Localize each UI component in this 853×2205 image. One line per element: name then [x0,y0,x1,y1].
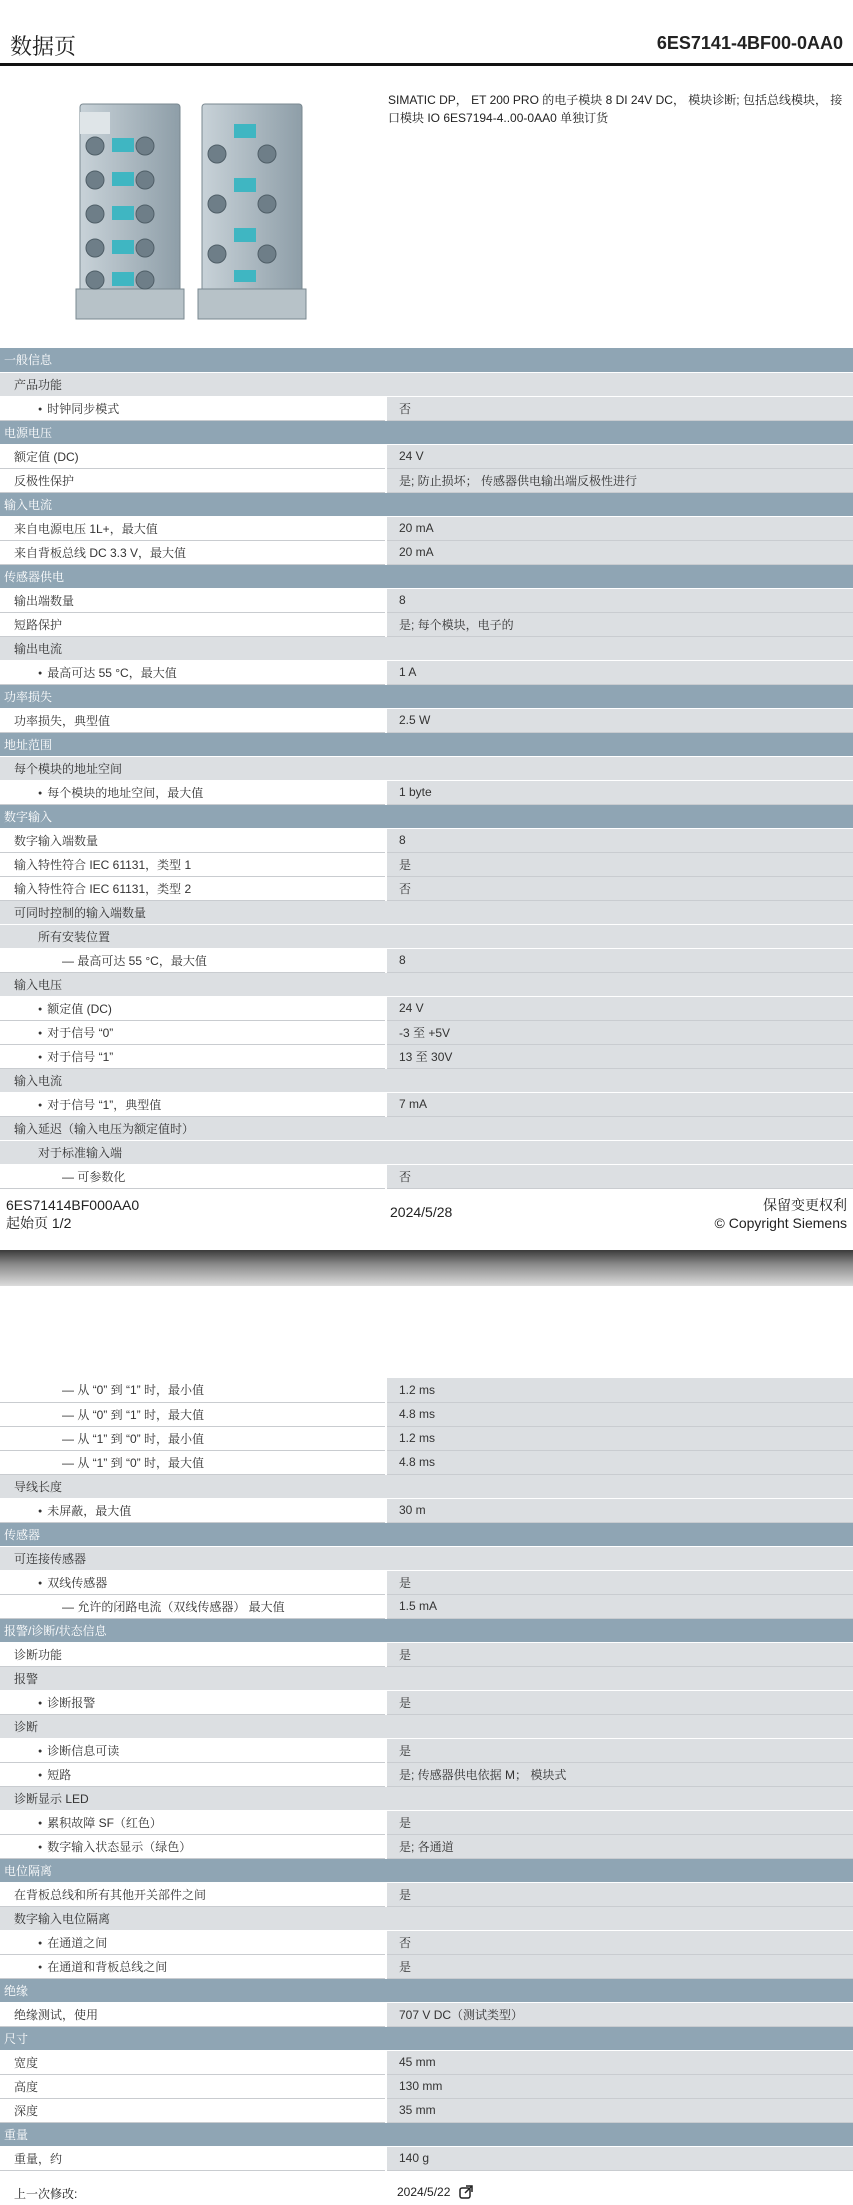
spec-value: 20 mA [386,516,853,540]
footer-copyright: © Copyright Siemens [714,1215,847,1231]
section-title: 数字输入 [0,804,853,828]
page-header [0,0,853,66]
subsection-title: 诊断 [0,1714,853,1738]
section-header [0,564,853,588]
spec-key: 输出端数量 [0,588,386,612]
subsection-title: 对于标准输入端 [0,1140,853,1164]
spec-row [0,444,853,468]
footer-doc-id: 6ES71414BF000AA0 [6,1197,140,1213]
spec-value: 24 V [386,444,853,468]
subsection-header [0,1906,853,1930]
spec-row [0,1642,853,1666]
spec-row [0,2098,853,2122]
section-title: 传感器供电 [0,564,853,588]
spec-row [0,660,853,684]
spec-value: 是 [386,1690,853,1714]
subsection-title: 产品功能 [0,372,853,396]
spec-row [0,612,853,636]
spec-value: 是; 每个模块，电子的 [386,612,853,636]
spec-row [0,1426,853,1450]
section-header [0,2026,853,2050]
subsection-title: 输入延迟（输入电压为额定值时） [0,1116,853,1140]
product-photo [70,94,320,334]
section-title: 传感器 [0,1522,853,1546]
footer-date: 2024/5/28 [390,1204,453,1220]
spec-key: 来自电源电压 1L+，最大值 [0,516,386,540]
product-code: 6ES7141-4BF00-0AA0 [656,33,843,53]
spec-row [0,1834,853,1858]
spec-value: 是 [386,1738,853,1762]
spec-key: ● 在通道和背板总线之间 [0,1954,386,1978]
spec-key: ● 对于信号 “0” [0,1020,386,1044]
spec-key: ● 对于信号 “1” [0,1044,386,1068]
footer-left [6,1196,139,1232]
spec-row [0,1378,853,1402]
subsection-header [0,1714,853,1738]
spec-key: 数字输入端数量 [0,828,386,852]
footer-right [715,1196,847,1232]
spec-value: 1.2 ms [386,1378,853,1402]
subsection-title: 诊断显示 LED [0,1786,853,1810]
spec-value: 8 [386,828,853,852]
subsection-header [0,372,853,396]
spec-value: 140 g [386,2146,853,2170]
subsection-header [0,1068,853,1092]
spec-value: 否 [386,396,853,420]
spec-row [0,468,853,492]
section-header [0,732,853,756]
spec-row [0,1810,853,1834]
spec-row [0,1762,853,1786]
subsection-title: 输入电流 [0,1068,853,1092]
spec-value: 是 [386,1882,853,1906]
spec-key: — 最高可达 55 °C，最大值 [0,948,386,972]
spec-key: — 从 “0” 到 “1” 时，最大值 [0,1402,386,1426]
spec-table-page-1 [0,348,853,1189]
spec-key: 额定值 (DC) [0,444,386,468]
spec-row [0,1930,853,1954]
spec-key: ● 最高可达 55 °C，最大值 [0,660,386,684]
spec-value: 30 m [386,1498,853,1522]
spec-row [0,1690,853,1714]
section-header [0,2122,853,2146]
last-modified [0,2171,853,2205]
spec-key: — 从 “1” 到 “0” 时，最小值 [0,1426,386,1450]
spec-value: 1 A [386,660,853,684]
spec-key: — 可参数化 [0,1164,386,1188]
spec-value: 否 [386,876,853,900]
spec-row [0,1594,853,1618]
spec-key: ● 时钟同步模式 [0,396,386,420]
section-title: 功率损失 [0,684,853,708]
section-title: 电位隔离 [0,1858,853,1882]
spec-key: 在背板总线和所有其他开关部件之间 [0,1882,386,1906]
subsection-header [0,1140,853,1164]
spec-row [0,396,853,420]
spec-row [0,2146,853,2170]
spec-row [0,708,853,732]
section-header [0,804,853,828]
subsection-title: 可连接传感器 [0,1546,853,1570]
spec-row [0,1092,853,1116]
spec-value: 1 byte [386,780,853,804]
section-title: 重量 [0,2122,853,2146]
spec-value: 35 mm [386,2098,853,2122]
last-modified-value [397,2185,473,2199]
spec-row [0,1498,853,1522]
spec-value: 1.5 mA [386,1594,853,1618]
datasheet-page-2 [0,1286,853,2201]
subsection-title: 可同时控制的输入端数量 [0,900,853,924]
subsection-header [0,756,853,780]
spec-key: 反极性保护 [0,468,386,492]
section-title: 尺寸 [0,2026,853,2050]
spec-value: 7 mA [386,1092,853,1116]
spec-value: 13 至 30V [386,1044,853,1068]
subsection-title: 所有安装位置 [0,924,853,948]
spec-key: 输入特性符合 IEC 61131，类型 2 [0,876,386,900]
spec-value: 1.2 ms [386,1426,853,1450]
spec-row [0,1402,853,1426]
spec-row [0,996,853,1020]
spec-value: 是; 传感器供电依据 M； 模块式 [386,1762,853,1786]
spec-key: 短路保护 [0,612,386,636]
spec-key: ● 诊断报警 [0,1690,386,1714]
spec-row [0,1044,853,1068]
spec-row [0,516,853,540]
spec-key: 诊断功能 [0,1642,386,1666]
spec-row [0,852,853,876]
spec-value: 是; 各通道 [386,1834,853,1858]
spec-row [0,948,853,972]
subsection-title: 输入电压 [0,972,853,996]
spec-key: 功率损失，典型值 [0,708,386,732]
spec-value: -3 至 +5V [386,1020,853,1044]
last-modified-label: 上一次修改: [14,2186,78,2201]
subsection-header [0,972,853,996]
section-title: 报警/诊断/状态信息 [0,1618,853,1642]
subsection-header [0,924,853,948]
subsection-title: 输出电流 [0,636,853,660]
spec-value: 2.5 W [386,708,853,732]
spec-value: 8 [386,588,853,612]
section-header [0,1618,853,1642]
spec-row [0,540,853,564]
spec-key: — 从 “0” 到 “1” 时，最小值 [0,1378,386,1402]
footer-rights: 保留变更权利 [763,1197,847,1213]
spec-row [0,1954,853,1978]
section-header [0,1978,853,2002]
spec-row [0,1882,853,1906]
section-title: 地址范围 [0,732,853,756]
page-separator [0,1250,853,1286]
spec-value: 否 [386,1164,853,1188]
spec-value: 是 [386,852,853,876]
spec-key: 高度 [0,2074,386,2098]
spec-value: 是 [386,1954,853,1978]
page-footer [0,1187,853,1247]
subsection-title: 数字输入电位隔离 [0,1906,853,1930]
spec-value: 45 mm [386,2050,853,2074]
spec-value: 是; 防止损坏； 传感器供电输出端反极性进行 [386,468,853,492]
subsection-header [0,900,853,924]
subsection-title: 报警 [0,1666,853,1690]
spec-key: ● 额定值 (DC) [0,996,386,1020]
product-section [0,66,853,348]
spec-row [0,2074,853,2098]
section-title: 绝缘 [0,1978,853,2002]
subsection-header [0,1666,853,1690]
last-modified-date: 2024/5/22 [397,2184,451,2199]
section-header [0,1522,853,1546]
section-header [0,684,853,708]
spec-row [0,1020,853,1044]
spec-key: 深度 [0,2098,386,2122]
spec-row [0,2002,853,2026]
section-header [0,492,853,516]
spec-key: ● 累积故障 SF（红色） [0,1810,386,1834]
section-title: 输入电流 [0,492,853,516]
spec-value: 130 mm [386,2074,853,2098]
spec-row [0,1570,853,1594]
spec-key: ● 双线传感器 [0,1570,386,1594]
subsection-header [0,1474,853,1498]
spec-key: 重量，约 [0,2146,386,2170]
subsection-header [0,1546,853,1570]
subsection-header [0,1116,853,1140]
spec-value: 4.8 ms [386,1450,853,1474]
spec-row [0,1450,853,1474]
footer-page: 起始页 1/2 [6,1215,72,1231]
spec-key: 宽度 [0,2050,386,2074]
section-title: 电源电压 [0,420,853,444]
spec-key: ● 对于信号 “1”，典型值 [0,1092,386,1116]
spec-value: 是 [386,1810,853,1834]
page-2-top-margin [0,1286,853,1378]
subsection-header [0,1786,853,1810]
spec-key: ● 未屏蔽，最大值 [0,1498,386,1522]
spec-value: 8 [386,948,853,972]
spec-value: 24 V [386,996,853,1020]
subsection-title: 导线长度 [0,1474,853,1498]
spec-value: 否 [386,1930,853,1954]
spec-value: 是 [386,1642,853,1666]
spec-value: 4.8 ms [386,1402,853,1426]
spec-key: — 允许的闭路电流（双线传感器） 最大值 [0,1594,386,1618]
spec-key: ● 数字输入状态显示（绿色） [0,1834,386,1858]
spec-key: 来自背板总线 DC 3.3 V，最大值 [0,540,386,564]
spec-row [0,1164,853,1188]
subsection-header [0,636,853,660]
spec-value: 707 V DC（测试类型） [386,2002,853,2026]
spec-row [0,828,853,852]
external-link-icon[interactable] [459,2185,473,2199]
section-header [0,1858,853,1882]
spec-value: 是 [386,1570,853,1594]
spec-row [0,780,853,804]
spec-key: ● 诊断信息可读 [0,1738,386,1762]
spec-row [0,876,853,900]
spec-key: ● 每个模块的地址空间，最大值 [0,780,386,804]
spec-value: 20 mA [386,540,853,564]
spec-table-page-2 [0,1378,853,2171]
spec-row [0,588,853,612]
page-title: 数据页 [10,34,77,59]
spec-key: — 从 “1” 到 “0” 时，最大值 [0,1450,386,1474]
section-title: 一般信息 [0,348,853,372]
product-description: SIMATIC DP， ET 200 PRO 的电子模块 8 DI 24V DC， 模块诊断; 包括总线模块， 接口模块 IO 6ES7194-4..00-0AA0 单独订货 [388,93,843,125]
section-header [0,420,853,444]
spec-key: 输入特性符合 IEC 61131，类型 1 [0,852,386,876]
subsection-title: 每个模块的地址空间 [0,756,853,780]
spec-key: ● 短路 [0,1762,386,1786]
spec-row [0,1738,853,1762]
spec-row [0,2050,853,2074]
spec-key: ● 在通道之间 [0,1930,386,1954]
section-header [0,348,853,372]
spec-key: 绝缘测试，使用 [0,2002,386,2026]
